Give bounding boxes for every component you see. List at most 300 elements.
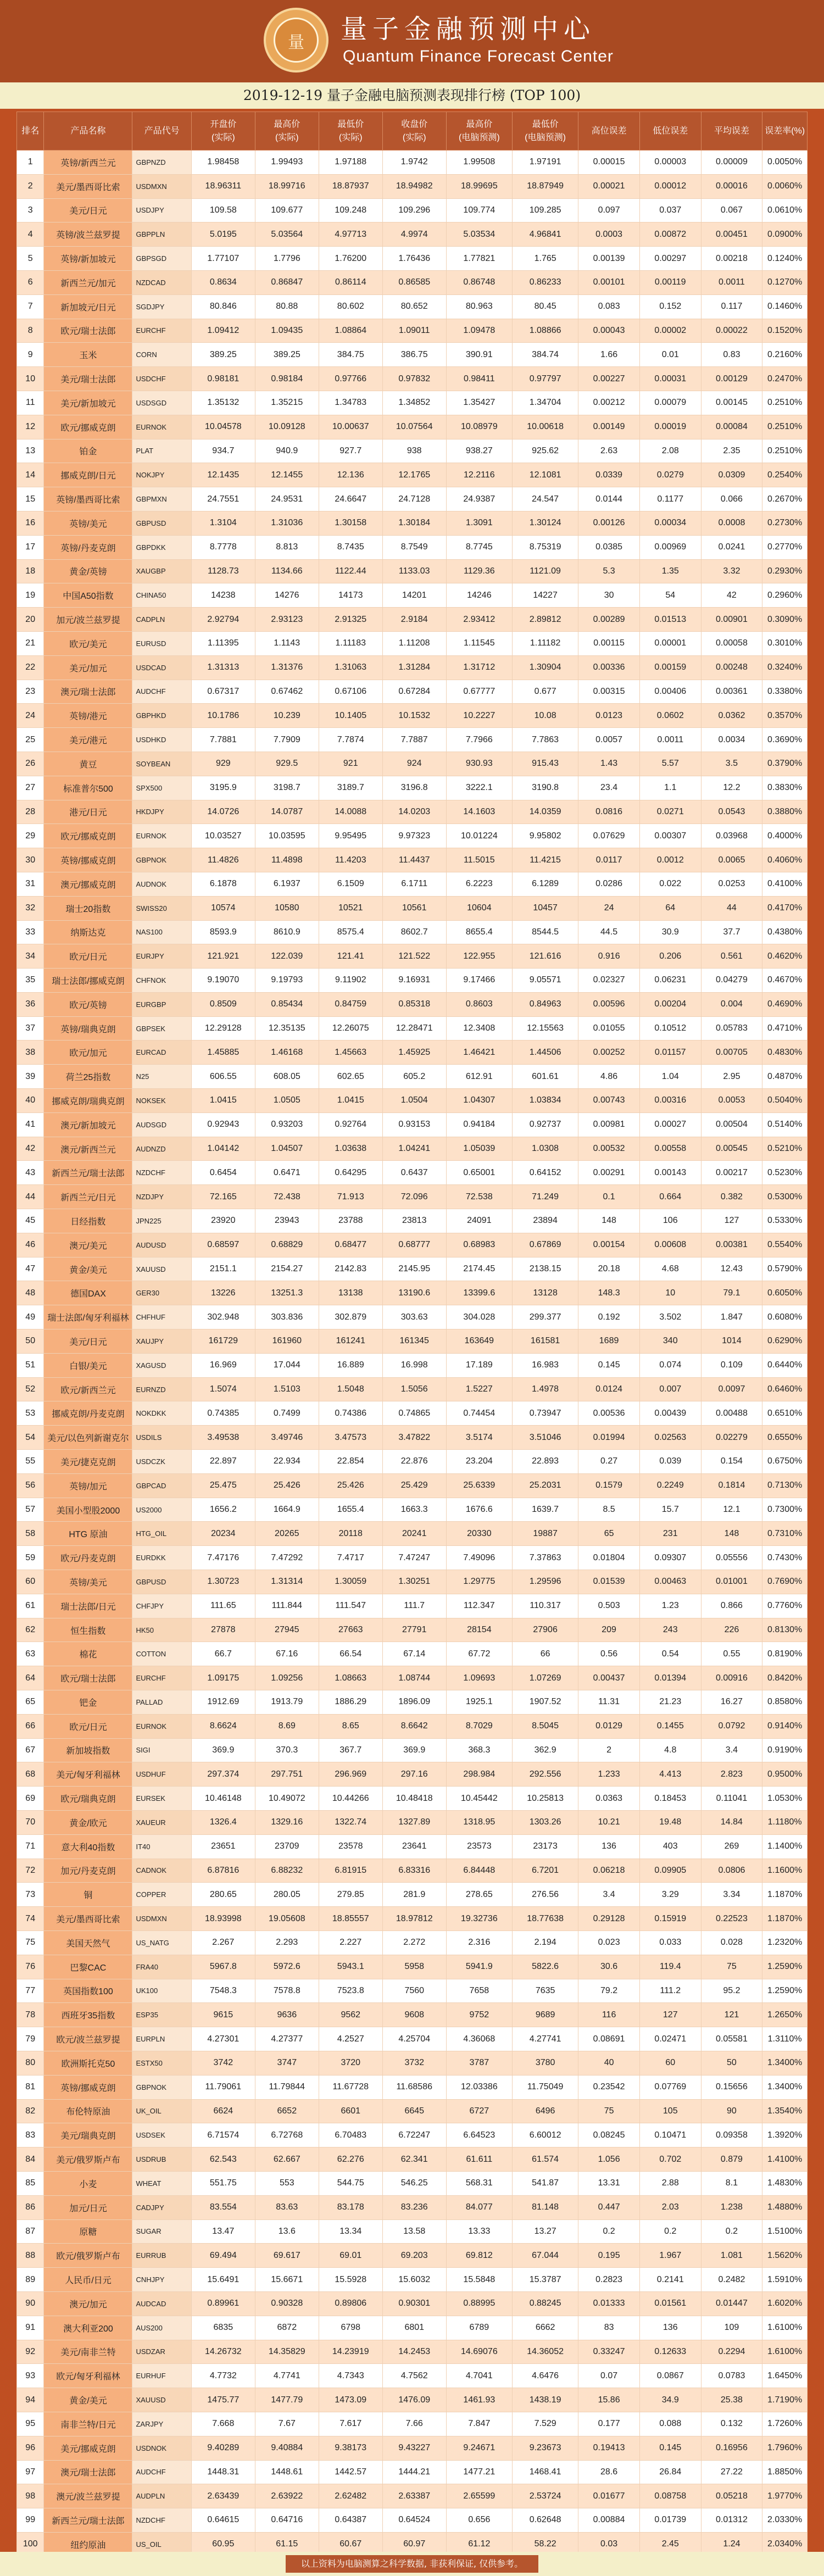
table-cell: 10.08: [512, 704, 578, 728]
table-cell: 66.54: [319, 1642, 382, 1666]
table-cell: 0.0053: [701, 1089, 762, 1113]
table-cell: 4.27741: [512, 2027, 578, 2051]
table-cell: 铂金: [44, 439, 132, 463]
table-cell: 0.7690%: [762, 1570, 808, 1594]
table-cell: 39: [17, 1065, 44, 1089]
table-cell: 6.2223: [446, 872, 512, 896]
table-row: [17, 1955, 808, 1979]
table-row: [17, 631, 808, 655]
table-cell: 14.36052: [512, 2340, 578, 2364]
table-cell: 0.0050%: [762, 151, 808, 175]
table-row: [17, 1065, 808, 1089]
table-cell: 121.921: [191, 944, 255, 969]
table-cell: 1.09011: [382, 319, 446, 343]
table-cell: 5.03534: [446, 222, 512, 247]
table-cell: 384.75: [319, 343, 382, 367]
table-cell: 4.413: [639, 1762, 701, 1787]
table-cell: 1: [17, 151, 44, 175]
table-cell: 23573: [446, 1834, 512, 1859]
table-cell: 1907.52: [512, 1690, 578, 1715]
table-cell: 42: [701, 583, 762, 608]
table-cell: 34: [17, 944, 44, 969]
logo-glyph: 量: [288, 33, 304, 52]
table-cell: 6652: [255, 2099, 319, 2123]
table-cell: 13138: [319, 1281, 382, 1305]
table-cell: 0.33247: [578, 2340, 640, 2364]
table-cell: 新加坡指数: [44, 1738, 132, 1762]
table-cell: 47: [17, 1257, 44, 1281]
table-cell: 15.7: [639, 1498, 701, 1522]
table-cell: US_OIL: [132, 2532, 191, 2556]
table-row: [17, 896, 808, 920]
table-cell: 0.0034: [701, 728, 762, 752]
table-cell: 4.6476: [512, 2364, 578, 2388]
table-cell: 11.4215: [512, 848, 578, 872]
table-cell: 1.99508: [446, 151, 512, 175]
table-cell: 72.438: [255, 1185, 319, 1209]
table-cell: 11.4203: [319, 848, 382, 872]
table-cell: 48: [17, 1281, 44, 1305]
table-cell: 0.68477: [319, 1233, 382, 1257]
table-cell: 0.00159: [639, 655, 701, 680]
table-cell: XAUJPY: [132, 1329, 191, 1354]
table-cell: 9.19793: [255, 969, 319, 993]
table-cell: 9.17466: [446, 969, 512, 993]
table-cell: 50: [17, 1329, 44, 1354]
table-cell: 0.00212: [578, 391, 640, 415]
table-cell: 31: [17, 872, 44, 896]
table-row: [17, 1979, 808, 2003]
table-cell: 1.3400%: [762, 2051, 808, 2075]
table-cell: 1.7190%: [762, 2388, 808, 2412]
table-cell: 英镑/新加坡元: [44, 247, 132, 271]
table-cell: 12.29128: [191, 1016, 255, 1041]
table-cell: 0.05556: [701, 1546, 762, 1570]
table-cell: 1.45885: [191, 1041, 255, 1065]
table-cell: 6.87816: [191, 1859, 255, 1883]
table-cell: 231: [639, 1522, 701, 1546]
table-cell: 0.0806: [701, 1859, 762, 1883]
table-cell: 0.00217: [701, 1161, 762, 1185]
table-cell: 11.31: [578, 1690, 640, 1715]
table-cell: 10.00637: [319, 415, 382, 439]
table-cell: 148: [701, 1522, 762, 1546]
table-cell: GBPHKD: [132, 704, 191, 728]
table-cell: 欧元/瑞士法郎: [44, 1666, 132, 1690]
table-cell: 27663: [319, 1618, 382, 1642]
table-cell: 8.75319: [512, 535, 578, 559]
table-cell: 0.64152: [512, 1161, 578, 1185]
table-cell: 0.0339: [578, 463, 640, 487]
table-cell: 18: [17, 559, 44, 583]
table-cell: 44: [701, 896, 762, 920]
table-cell: 546.25: [382, 2171, 446, 2195]
column-header-label: 最高价: [466, 119, 493, 129]
table-cell: 60.95: [191, 2532, 255, 2556]
table-cell: 0.01394: [639, 1666, 701, 1690]
table-cell: 美元/以色列新谢克尔: [44, 1426, 132, 1450]
table-cell: 0.00012: [639, 174, 701, 198]
table-cell: 0.004: [701, 992, 762, 1016]
table-cell: 0.192: [578, 1305, 640, 1329]
table-cell: 23709: [255, 1834, 319, 1859]
table-cell: 3.49746: [255, 1426, 319, 1450]
table-cell: 0.6050%: [762, 1281, 808, 1305]
table-cell: 美元/日元: [44, 198, 132, 222]
table-cell: 11.75049: [512, 2075, 578, 2099]
table-cell: 0.00536: [578, 1401, 640, 1426]
table-cell: GBPSEK: [132, 1016, 191, 1041]
table-cell: 1.35427: [446, 391, 512, 415]
table-cell: 5: [17, 247, 44, 271]
table-cell: 11.67728: [319, 2075, 382, 2099]
table-cell: 1.847: [701, 1305, 762, 1329]
table-cell: 105: [639, 2099, 701, 2123]
table-cell: 0.07: [578, 2364, 640, 2388]
table-cell: 0.68829: [255, 1233, 319, 1257]
table-cell: 1.99493: [255, 151, 319, 175]
table-cell: USDHUF: [132, 1762, 191, 1787]
table-cell: 6: [17, 270, 44, 294]
table-cell: AUDNOK: [132, 872, 191, 896]
table-cell: 15.5928: [319, 2268, 382, 2292]
table-cell: 280.65: [191, 1883, 255, 1907]
table-cell: 18.99716: [255, 174, 319, 198]
table-cell: 0.00126: [578, 511, 640, 535]
table-cell: 0.84759: [319, 992, 382, 1016]
table-cell: SIGI: [132, 1738, 191, 1762]
table-cell: 0.74865: [382, 1401, 446, 1426]
table-cell: 4.97713: [319, 222, 382, 247]
table-cell: 5972.6: [255, 1955, 319, 1979]
table-cell: 3.51046: [512, 1426, 578, 1450]
table-cell: 0.0144: [578, 487, 640, 511]
table-cell: 0.00307: [639, 824, 701, 848]
table-cell: GER30: [132, 1281, 191, 1305]
table-row: [17, 1666, 808, 1690]
table-cell: 37.7: [701, 920, 762, 944]
table-cell: 欧元/波兰兹罗提: [44, 2027, 132, 2051]
table-cell: 0.3880%: [762, 800, 808, 824]
table-cell: HKDJPY: [132, 800, 191, 824]
table-cell: 8.69: [255, 1714, 319, 1738]
table-cell: 69.01: [319, 2244, 382, 2268]
table-cell: 60: [17, 1570, 44, 1594]
table-cell: 2.0340%: [762, 2532, 808, 2556]
table-cell: 10604: [446, 896, 512, 920]
table-cell: 10.00618: [512, 415, 578, 439]
table-cell: 22: [17, 655, 44, 680]
table-cell: 1.31063: [319, 655, 382, 680]
table-cell: 0.1240%: [762, 247, 808, 271]
table-cell: 0.2930%: [762, 559, 808, 583]
table-cell: 67: [17, 1738, 44, 1762]
table-cell: 72.165: [191, 1185, 255, 1209]
table-cell: 10.239: [255, 704, 319, 728]
table-cell: 17.044: [255, 1353, 319, 1377]
table-cell: 0.00463: [639, 1570, 701, 1594]
table-cell: 11.79844: [255, 2075, 319, 2099]
table-cell: 6798: [319, 2316, 382, 2340]
table-cell: 69.617: [255, 2244, 319, 2268]
table-cell: 80.45: [512, 294, 578, 319]
table-cell: AUDCHF: [132, 680, 191, 704]
table-cell: 3732: [382, 2051, 446, 2075]
column-header: [132, 112, 191, 151]
table-cell: 1.0415: [319, 1089, 382, 1113]
table-cell: 33: [17, 920, 44, 944]
table-cell: 0.2482: [701, 2268, 762, 2292]
table-cell: 38: [17, 1041, 44, 1065]
table-cell: 0.00022: [701, 319, 762, 343]
table-cell: 938.27: [446, 439, 512, 463]
table-cell: 0.01561: [639, 2291, 701, 2316]
table-cell: 7658: [446, 1979, 512, 2003]
column-header-label: 产品名称: [70, 126, 106, 136]
table-cell: 0.066: [701, 487, 762, 511]
table-cell: 23894: [512, 1209, 578, 1233]
table-row: [17, 2075, 808, 2099]
table-cell: NAS100: [132, 920, 191, 944]
table-cell: 0.6471: [255, 1161, 319, 1185]
table-cell: 10.1786: [191, 704, 255, 728]
table-cell: 0.8634: [191, 270, 255, 294]
table-cell: 57: [17, 1498, 44, 1522]
table-cell: 14.2453: [382, 2340, 446, 2364]
table-cell: 0.0008: [701, 511, 762, 535]
table-cell: 368.3: [446, 1738, 512, 1762]
table-cell: 8.7778: [191, 535, 255, 559]
table-cell: 1.9770%: [762, 2484, 808, 2508]
table-cell: 1.44506: [512, 1041, 578, 1065]
table-cell: 4.2527: [319, 2027, 382, 2051]
table-cell: 14173: [319, 583, 382, 608]
table-cell: 0.0065: [701, 848, 762, 872]
table-cell: 6789: [446, 2316, 512, 2340]
table-cell: 389.25: [191, 343, 255, 367]
table-cell: 1.4100%: [762, 2147, 808, 2172]
table-cell: 7.7874: [319, 728, 382, 752]
table-cell: 384.74: [512, 343, 578, 367]
table-cell: 12.1081: [512, 463, 578, 487]
table-cell: 10.48418: [382, 1787, 446, 1811]
table-cell: 0.64716: [255, 2508, 319, 2533]
table-cell: 1.35215: [255, 391, 319, 415]
column-header: [639, 112, 701, 151]
table-cell: 927.7: [319, 439, 382, 463]
table-cell: 0.8190%: [762, 1642, 808, 1666]
table-cell: 1.1: [639, 776, 701, 800]
table-cell: 英镑/瑞典克朗: [44, 1016, 132, 1041]
table-cell: 2.293: [255, 1930, 319, 1955]
table-cell: 2.194: [512, 1930, 578, 1955]
table-cell: EURRUB: [132, 2244, 191, 2268]
table-cell: 小麦: [44, 2171, 132, 2195]
table-cell: 美元/俄罗斯卢布: [44, 2147, 132, 2172]
table-cell: GBPPLN: [132, 222, 191, 247]
table-cell: 加元/丹麦克朗: [44, 1859, 132, 1883]
table-cell: 6727: [446, 2099, 512, 2123]
table-cell: 1.238: [701, 2195, 762, 2219]
table-cell: 11.4437: [382, 848, 446, 872]
table-cell: 7.7881: [191, 728, 255, 752]
table-cell: 1689: [578, 1329, 640, 1354]
table-row: [17, 824, 808, 848]
table-row: [17, 2268, 808, 2292]
table-row: [17, 415, 808, 439]
table-cell: 17: [17, 535, 44, 559]
table-cell: 美元/港元: [44, 728, 132, 752]
table-cell: 1303.26: [512, 1810, 578, 1834]
table-cell: 1.6100%: [762, 2316, 808, 2340]
table-cell: 7.47247: [382, 1546, 446, 1570]
table-cell: 136: [639, 2316, 701, 2340]
table-cell: 23651: [191, 1834, 255, 1859]
table-cell: 0.4690%: [762, 992, 808, 1016]
table-cell: 36: [17, 992, 44, 1016]
table-cell: 0.01804: [578, 1546, 640, 1570]
table-cell: 0.4710%: [762, 1016, 808, 1041]
table-cell: 棉花: [44, 1642, 132, 1666]
table-cell: 1.29596: [512, 1570, 578, 1594]
table-row: [17, 1930, 808, 1955]
table-cell: 意大利40指数: [44, 1834, 132, 1859]
table-cell: 10.1532: [382, 704, 446, 728]
table-cell: GBPNOK: [132, 848, 191, 872]
table-cell: 3.34: [701, 1883, 762, 1907]
table-cell: 1.3540%: [762, 2099, 808, 2123]
table-cell: 1.056: [578, 2147, 640, 2172]
table-cell: 0.022: [639, 872, 701, 896]
table-cell: 3.502: [639, 1305, 701, 1329]
table-cell: SWISS20: [132, 896, 191, 920]
table-cell: 0.00009: [701, 151, 762, 175]
table-cell: 挪威克朗/日元: [44, 463, 132, 487]
table-cell: EURJPY: [132, 944, 191, 969]
table-row: [17, 2484, 808, 2508]
table-cell: 86: [17, 2195, 44, 2219]
table-cell: 14.0088: [319, 800, 382, 824]
table-cell: 0.7760%: [762, 1594, 808, 1618]
table-row: [17, 1883, 808, 1907]
table-row: [17, 535, 808, 559]
table-cell: 0.447: [578, 2195, 640, 2219]
table-cell: 7.7966: [446, 728, 512, 752]
table-cell: 0.0816: [578, 800, 640, 824]
table-cell: 0.5540%: [762, 1233, 808, 1257]
table-cell: 20265: [255, 1522, 319, 1546]
table-cell: 4.36068: [446, 2027, 512, 2051]
table-cell: 30.9: [639, 920, 701, 944]
table-cell: 欧元/挪威克朗: [44, 415, 132, 439]
table-cell: 16.969: [191, 1353, 255, 1377]
table-cell: 106: [639, 1209, 701, 1233]
table-cell: 1134.66: [255, 559, 319, 583]
table-cell: COTTON: [132, 1642, 191, 1666]
table-cell: 23788: [319, 1209, 382, 1233]
table-cell: 127: [639, 2003, 701, 2027]
table-cell: 1133.03: [382, 559, 446, 583]
table-cell: 340: [639, 1329, 701, 1354]
table-cell: 10521: [319, 896, 382, 920]
table-cell: 4.68: [639, 1257, 701, 1281]
table-cell: 0.00558: [639, 1137, 701, 1161]
table-cell: 929: [191, 752, 255, 776]
table-cell: 6835: [191, 2316, 255, 2340]
table-cell: 111.65: [191, 1594, 255, 1618]
table-cell: 1.29775: [446, 1570, 512, 1594]
table-row: [17, 2316, 808, 2340]
table-cell: 80.602: [319, 294, 382, 319]
table-cell: 612.91: [446, 1065, 512, 1089]
table-cell: 45: [17, 1209, 44, 1233]
table-cell: 美国天然气: [44, 1930, 132, 1955]
table-cell: 4.27377: [255, 2027, 319, 2051]
table-cell: 10.1405: [319, 704, 382, 728]
table-cell: 1663.3: [382, 1498, 446, 1522]
table-cell: EURCHF: [132, 319, 191, 343]
table-cell: 18.87937: [319, 174, 382, 198]
table-cell: 1664.9: [255, 1498, 319, 1522]
table-cell: 2174.45: [446, 1257, 512, 1281]
table-cell: 美元/日元: [44, 1329, 132, 1354]
table-cell: 0.00437: [578, 1666, 640, 1690]
table-cell: 1.31376: [255, 655, 319, 680]
table-cell: 13190.6: [382, 1281, 446, 1305]
table-cell: 79.2: [578, 1979, 640, 2003]
table-row: [17, 2219, 808, 2244]
table-cell: 7548.3: [191, 1979, 255, 2003]
table-cell: 69: [17, 1787, 44, 1811]
table-cell: 1.05039: [446, 1137, 512, 1161]
table-cell: 27945: [255, 1618, 319, 1642]
table-cell: 加元/波兰兹罗提: [44, 608, 132, 632]
table-cell: XAUEUR: [132, 1810, 191, 1834]
table-cell: 0.08758: [639, 2484, 701, 2508]
table-cell: 欧元/英镑: [44, 992, 132, 1016]
table-cell: 0.0123: [578, 704, 640, 728]
table-cell: 80: [17, 2051, 44, 2075]
table-cell: 1128.73: [191, 559, 255, 583]
table-cell: 0.10512: [639, 1016, 701, 1041]
table-row: [17, 2364, 808, 2388]
table-cell: 296.969: [319, 1762, 382, 1787]
table-cell: 1.4880%: [762, 2195, 808, 2219]
table-cell: 22.854: [319, 1450, 382, 1474]
table-cell: 25.6339: [446, 1473, 512, 1498]
table-cell: 0.15656: [701, 2075, 762, 2099]
table-cell: 标准普尔500: [44, 776, 132, 800]
table-cell: 226: [701, 1618, 762, 1642]
table-cell: 1318.95: [446, 1810, 512, 1834]
table-cell: 92: [17, 2340, 44, 2364]
table-cell: 1.7260%: [762, 2412, 808, 2436]
table-cell: USDSEK: [132, 2123, 191, 2147]
report-subtitle: 2019-12-19 量子金融电脑预测表现排行榜 (TOP 100): [0, 82, 824, 109]
table-cell: 8610.9: [255, 920, 319, 944]
table-cell: 9: [17, 343, 44, 367]
table-cell: 0.67284: [382, 680, 446, 704]
table-cell: 25.38: [701, 2388, 762, 2412]
table-cell: 欧元/匈牙利福林: [44, 2364, 132, 2388]
table-cell: 0.6454: [191, 1161, 255, 1185]
table-cell: 83.554: [191, 2195, 255, 2219]
table-row: [17, 463, 808, 487]
column-header-label: 最低价: [532, 119, 559, 129]
table-cell: 欧元/美元: [44, 631, 132, 655]
table-cell: 1.0308: [512, 1137, 578, 1161]
table-cell: 72.538: [446, 1185, 512, 1209]
